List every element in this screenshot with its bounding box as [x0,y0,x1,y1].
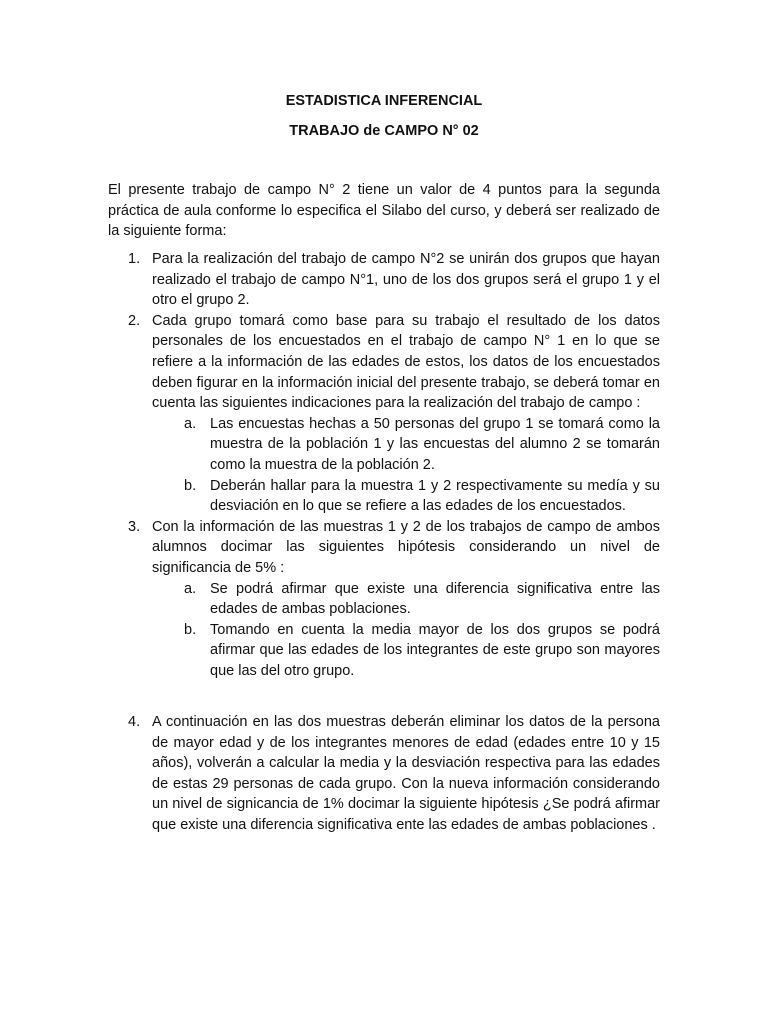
list-item-1 [108,249,660,311]
intro-paragraph: El presente trabajo de campo N° 2 tiene un valor de 4 puntos para la segunda práctica de aula conforme lo especifica el Silabo del curso, y deberá ser realizado de la siguiente forma: [108,182,660,239]
sub-item-2a [152,414,660,476]
list-item-text: A continuación en las dos muestras deberán eliminar los datos de la persona de mayor edad y de los integrantes menores de edad (edades entre 10 y 15 años), volverán a calcular la media y la desviación respectiva para las edades de estas 29 personas de cada grupo. Con la nueva información considerando un nivel de signicancia de 1% docimar la siguiente hipótesis ¿Se podrá afirmar que existe una diferencia significativa ente las edades de ambas poblaciones . [152,714,660,833]
list-item-4 [108,712,660,836]
instructions-list [108,249,660,681]
list-item-text: Para la realización del trabajo de campo N°2 se unirán dos grupos que hayan realizado el trabajo de campo N°1, uno de los dos grupos será el grupo 1 y el otro el grupo 2. [152,251,660,309]
document-title: ESTADISTICA INFERENCIAL [285,93,483,109]
sub-letter: b. [184,621,197,638]
sub-list [152,579,660,682]
sub-item-text: Las encuestas hechas a 50 personas del grupo 1 se tomará como la muestra de la población 1 y las encuestas del alumno 2 se tomarán como la muestra de la población 2. [210,415,660,473]
sub-letter: a. [184,580,197,597]
list-number: 3. [128,518,141,535]
instructions-list-continued [108,712,660,836]
list-item-text: Cada grupo tomará como base para su trabajo el resultado de los datos personales de los encuestados en el trabajo de campo N° 1 en lo que se refiere a la información de las edades de estos, los datos de los encuestados deben figurar en la información inicial del presente trabajo, se deberá tomar en cuenta las siguientes indicaciones para la realización del trabajo de campo : [152,312,660,412]
document-subtitle: TRABAJO de CAMPO N° 02 [289,123,479,139]
list-number: 1. [128,251,141,267]
list-item-3 [108,517,660,682]
sub-item-2b [152,476,660,517]
sub-item-text: Se podrá afirmar que existe una diferencia significativa entre las edades de ambas poblaciones. [210,580,660,618]
sub-item-text: Deberán hallar para la muestra 1 y 2 respectivamente su medía y su desviación en lo que se refiere a las edades de los encuestados. [210,477,660,515]
sub-letter: b. [184,477,197,494]
list-item-2 [108,311,660,517]
sub-item-3a [152,579,660,620]
sub-item-3b [152,620,660,682]
sub-item-text: Tomando en cuenta la media mayor de los dos grupos se podrá afirmar que las edades de los integrantes de este grupo son mayores que las del otro grupo. [210,621,660,679]
list-number: 2. [128,312,141,329]
list-number: 4. [128,714,141,730]
list-item-text: Con la información de las muestras 1 y 2 de los trabajos de campo de ambos alumnos docimar las siguientes hipótesis considerando un nivel de significancia de 5% : [152,518,660,576]
sub-letter: a. [184,415,197,432]
sub-list [152,414,660,517]
